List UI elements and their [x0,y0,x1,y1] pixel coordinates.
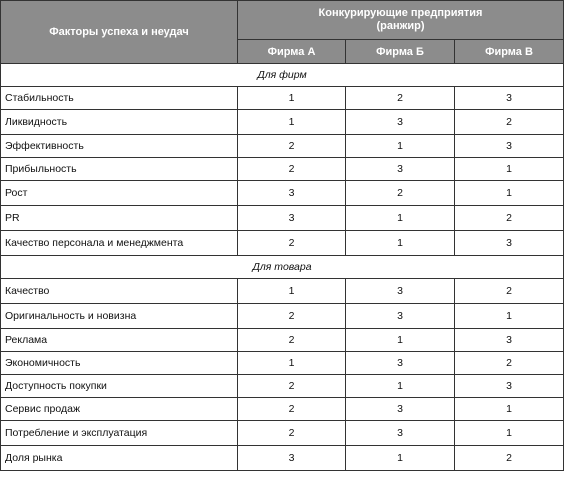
factor-label: Доступность покупки [1,375,238,398]
rank-cell-firm-a: 1 [238,110,346,135]
factor-label: Экономичность [1,352,238,375]
rank-cell-firm-c: 2 [455,446,564,471]
rank-cell-firm-a: 1 [238,352,346,375]
rank-cell-firm-b: 3 [346,352,455,375]
rank-cell-firm-b: 3 [346,421,455,446]
table-row [1,279,564,304]
table-row [1,181,564,206]
rank-cell-firm-c: 3 [455,135,564,158]
rank-cell-firm-c: 1 [455,398,564,421]
factor-label: Реклама [1,329,238,352]
table-row [1,135,564,158]
rank-cell-firm-b: 1 [346,329,455,352]
rank-cell-firm-b: 1 [346,231,455,256]
rank-cell-firm-a: 2 [238,375,346,398]
rank-cell-firm-a: 2 [238,421,346,446]
table-row [1,446,564,471]
factor-label: Рост [1,181,238,206]
table-row [1,87,564,110]
rank-cell-firm-b: 1 [346,446,455,471]
rank-cell-firm-c: 3 [455,87,564,110]
rank-cell-firm-c: 3 [455,375,564,398]
factor-label: Качество персонала и менеджмента [1,231,238,256]
rank-cell-firm-c: 2 [455,206,564,231]
table-row [1,421,564,446]
rank-cell-firm-c: 3 [455,231,564,256]
rank-cell-firm-a: 2 [238,329,346,352]
rank-cell-firm-b: 2 [346,87,455,110]
table-row [1,304,564,329]
table-row [1,352,564,375]
table-row [1,206,564,231]
firm-b-header: Фирма Б [346,40,455,64]
competitors-header: Конкурирующие предприятия (ранжир) [238,1,564,40]
factors-header: Факторы успеха и неудач [1,1,238,64]
factor-label: PR [1,206,238,231]
section-row [1,64,564,87]
factor-label: Потребление и эксплуатация [1,421,238,446]
factor-label: Эффективность [1,135,238,158]
rank-cell-firm-c: 2 [455,279,564,304]
rank-cell-firm-b: 3 [346,110,455,135]
rank-cell-firm-b: 3 [346,279,455,304]
rank-cell-firm-a: 2 [238,231,346,256]
factor-label: Прибыльность [1,158,238,181]
rank-cell-firm-a: 2 [238,158,346,181]
firm-a-header: Фирма А [238,40,346,64]
rank-cell-firm-c: 2 [455,352,564,375]
rank-cell-firm-c: 1 [455,181,564,206]
table-row [1,375,564,398]
table-row [1,231,564,256]
rank-cell-firm-c: 1 [455,304,564,329]
table-row [1,329,564,352]
rank-cell-firm-b: 1 [346,135,455,158]
section-row [1,256,564,279]
rank-cell-firm-a: 1 [238,279,346,304]
factor-label: Стабильность [1,87,238,110]
table-row [1,398,564,421]
rank-cell-firm-b: 2 [346,181,455,206]
factor-label: Сервис продаж [1,398,238,421]
rank-cell-firm-a: 2 [238,135,346,158]
rank-cell-firm-a: 2 [238,304,346,329]
factor-label: Качество [1,279,238,304]
factor-label: Оригинальность и новизна [1,304,238,329]
rank-cell-firm-a: 3 [238,181,346,206]
factor-label: Ликвидность [1,110,238,135]
rank-cell-firm-b: 1 [346,206,455,231]
rank-cell-firm-c: 2 [455,110,564,135]
table-row [1,158,564,181]
rank-cell-firm-b: 3 [346,398,455,421]
factor-label: Доля рынка [1,446,238,471]
rank-cell-firm-c: 1 [455,421,564,446]
rank-cell-firm-c: 1 [455,158,564,181]
rank-cell-firm-a: 3 [238,446,346,471]
rank-cell-firm-b: 3 [346,304,455,329]
rank-cell-firm-a: 1 [238,87,346,110]
section-title: Для товара [1,256,564,279]
firm-c-header: Фирма В [455,40,564,64]
table-row [1,110,564,135]
rank-cell-firm-c: 3 [455,329,564,352]
section-title: Для фирм [1,64,564,87]
rank-cell-firm-b: 1 [346,375,455,398]
rank-cell-firm-a: 3 [238,206,346,231]
rank-cell-firm-b: 3 [346,158,455,181]
rank-cell-firm-a: 2 [238,398,346,421]
